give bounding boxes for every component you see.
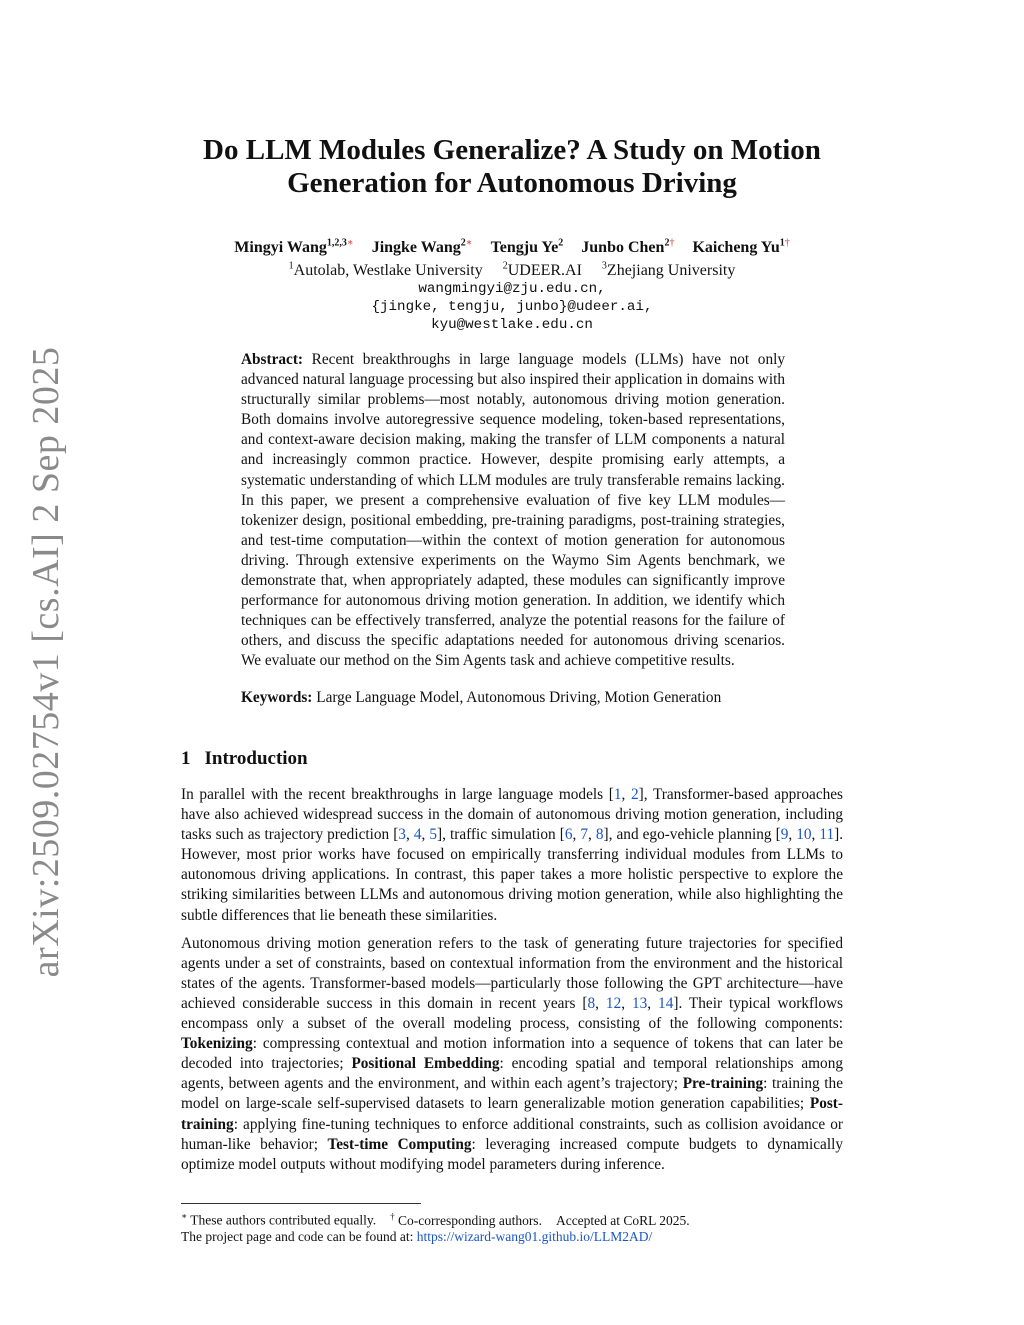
citation-link[interactable]: 6 bbox=[564, 826, 573, 844]
citation-link[interactable]: 11 bbox=[819, 826, 835, 844]
arxiv-identifier: arXiv:2509.02754v1 [cs.AI] 2 Sep 2025 bbox=[25, 346, 67, 978]
paper-title bbox=[120, 134, 904, 200]
author: Kaicheng $Yu^{1\dagger}$ bbox=[692, 238, 790, 257]
citation-link[interactable]: 13 bbox=[631, 994, 648, 1012]
citation-link[interactable]: 4 bbox=[413, 826, 422, 844]
email-line: wangmingyi@zju.edu.cn, bbox=[418, 280, 606, 297]
affiliation-list bbox=[120, 257, 904, 279]
project-page-link[interactable]: https://wizard-wang01.github.io/LLM2AD/ bbox=[416, 1228, 653, 1244]
paragraph: Autonomous driving motion generation refers to the task of generating future trajectories for specified agents under a set of constraints, based on contextual information from the environment and the historical states of the agents. Transformer-based models—particularly those following the GPT architecture—have achieved considerable success in this domain in recent years [8, 12, 13, 14]. Their typical workflows encompass only a subset of the overall modeling process, consisting of the following components: Tokenizing: compressing contextual and motion information into a sequence of tokens that can later be decoded into trajectories; Positional Embedding: encoding spatial and temporal relationships among agents, between agents and the environment, and within each agent’s trajectory; Pre-training: training the model on large-scale self-supervised datasets to learn generalizable motion generation capabilities; Post-training: applying fine-tuning techniques to enforce additional constraints, such as collision avoidance or human-like behavior; Test-time Computing: leveraging increased compute budgets to dynamically optimize model outputs without modifying model parameters during inference. bbox=[181, 934, 843, 1173]
citation-link[interactable]: 8 bbox=[587, 994, 596, 1012]
affiliation: $^1$Autolab, Westlake University bbox=[288, 260, 483, 279]
keywords: Keywords: Large Language Model, Autonomous Driving, Motion Generation bbox=[241, 688, 722, 706]
author: Tengju Ye$^2$ bbox=[490, 238, 564, 257]
abstract-text: Abstract: Recent breakthroughs in large language models (LLMs) have not only advanced natural language processing but also inspired their application in domains with structurally similar problems—most notably, autonomous driving motion generation. Both domains involve autoregressive sequence modeling, token-based representations, and context-aware decision making, making the transfer of LLM components a natural and increasingly common practice. However, despite promising early attempts, a systematic understanding of which LLM modules are truly transferable remains lacking. In this paper, we present a comprehensive evaluation of five key LLM modules—tokenizer design, positional embedding, pre-training paradigms, post-training strategies, and test-time computation—within the context of motion generation for autonomous driving. Through extensive experiments on the Waymo Sim Agents benchmark, we demonstrate that, when appropriately adapted, these modules can significantly improve performance for autonomous driving motion generation. In addition, we identify which techniques can be effectively transferred, analyze the potential reasons for the failure of others, and discuss the specific adaptations needed for autonomous driving scenarios. We evaluate our method on the Sim Agents task and achieve competitive results. bbox=[241, 351, 785, 670]
citation-link[interactable]: 14 bbox=[658, 994, 674, 1012]
abstract bbox=[241, 350, 785, 708]
email-line: {jingke, tengju, junbo}@udeer.ai, bbox=[371, 298, 653, 315]
affiliation: $^2$UDEER.AI bbox=[502, 260, 582, 279]
citation-link[interactable]: 2 bbox=[631, 786, 639, 803]
footnotes bbox=[181, 1208, 843, 1245]
footnote-divider bbox=[181, 1203, 421, 1204]
section-heading: 1 Introduction bbox=[181, 748, 308, 769]
title-line-1: Do LLM Modules Generalize? A Study on Motion bbox=[203, 134, 821, 166]
citation-link[interactable]: 10 bbox=[796, 826, 812, 844]
author: Junbo Chen$^{2\dagger}$ bbox=[581, 238, 675, 257]
citation-link[interactable]: 7 bbox=[580, 826, 589, 844]
author-list bbox=[120, 235, 904, 257]
email-line: kyu@westlake.edu.cn bbox=[431, 316, 593, 333]
paragraph: In parallel with the recent breakthroughs in large language models [1, 2], Transformer-based approaches have also achieved widespread success in the domain of autonomous driving motion generation, including tasks such as trajectory prediction [3, 4, 5], traffic simulation [6, 7, 8], and ego-vehicle planning [9, 10, 11]. However, most prior works have focused on empirically transferring individual modules from LLMs to autonomous driving applications. In contrast, this paper takes a more holistic perspective to explore the striking similarities between LLMs and autonomous driving motion generation, while also highlighting the subtle differences that lie beneath these similarities. bbox=[181, 786, 844, 924]
citation-link[interactable]: 9 bbox=[780, 826, 789, 844]
citation-link[interactable]: 3 bbox=[398, 826, 406, 844]
footnote-line: The project page and code can be found at: https://wizard-wang01.github.io/LLM2AD/ bbox=[181, 1228, 653, 1244]
citation-link[interactable]: 8 bbox=[595, 826, 604, 844]
author: Jingke Wang$^{2∗}$ bbox=[371, 238, 473, 257]
title-line-2: Generation for Autonomous Driving bbox=[287, 167, 737, 199]
affiliation: $^3$Zhejiang University bbox=[601, 260, 736, 279]
body-text bbox=[181, 785, 843, 1183]
citation-link[interactable]: 5 bbox=[429, 826, 438, 844]
footnote-line: ∗ These authors contributed equally. † Co-corresponding authors. Accepted at CoRL 2025. bbox=[181, 1211, 690, 1228]
author: Mingyi Wang$^{1,2,3∗}$ bbox=[234, 238, 354, 257]
citation-link[interactable]: 1 bbox=[613, 786, 622, 803]
author-block bbox=[120, 235, 904, 334]
citation-link[interactable]: 12 bbox=[605, 994, 622, 1012]
